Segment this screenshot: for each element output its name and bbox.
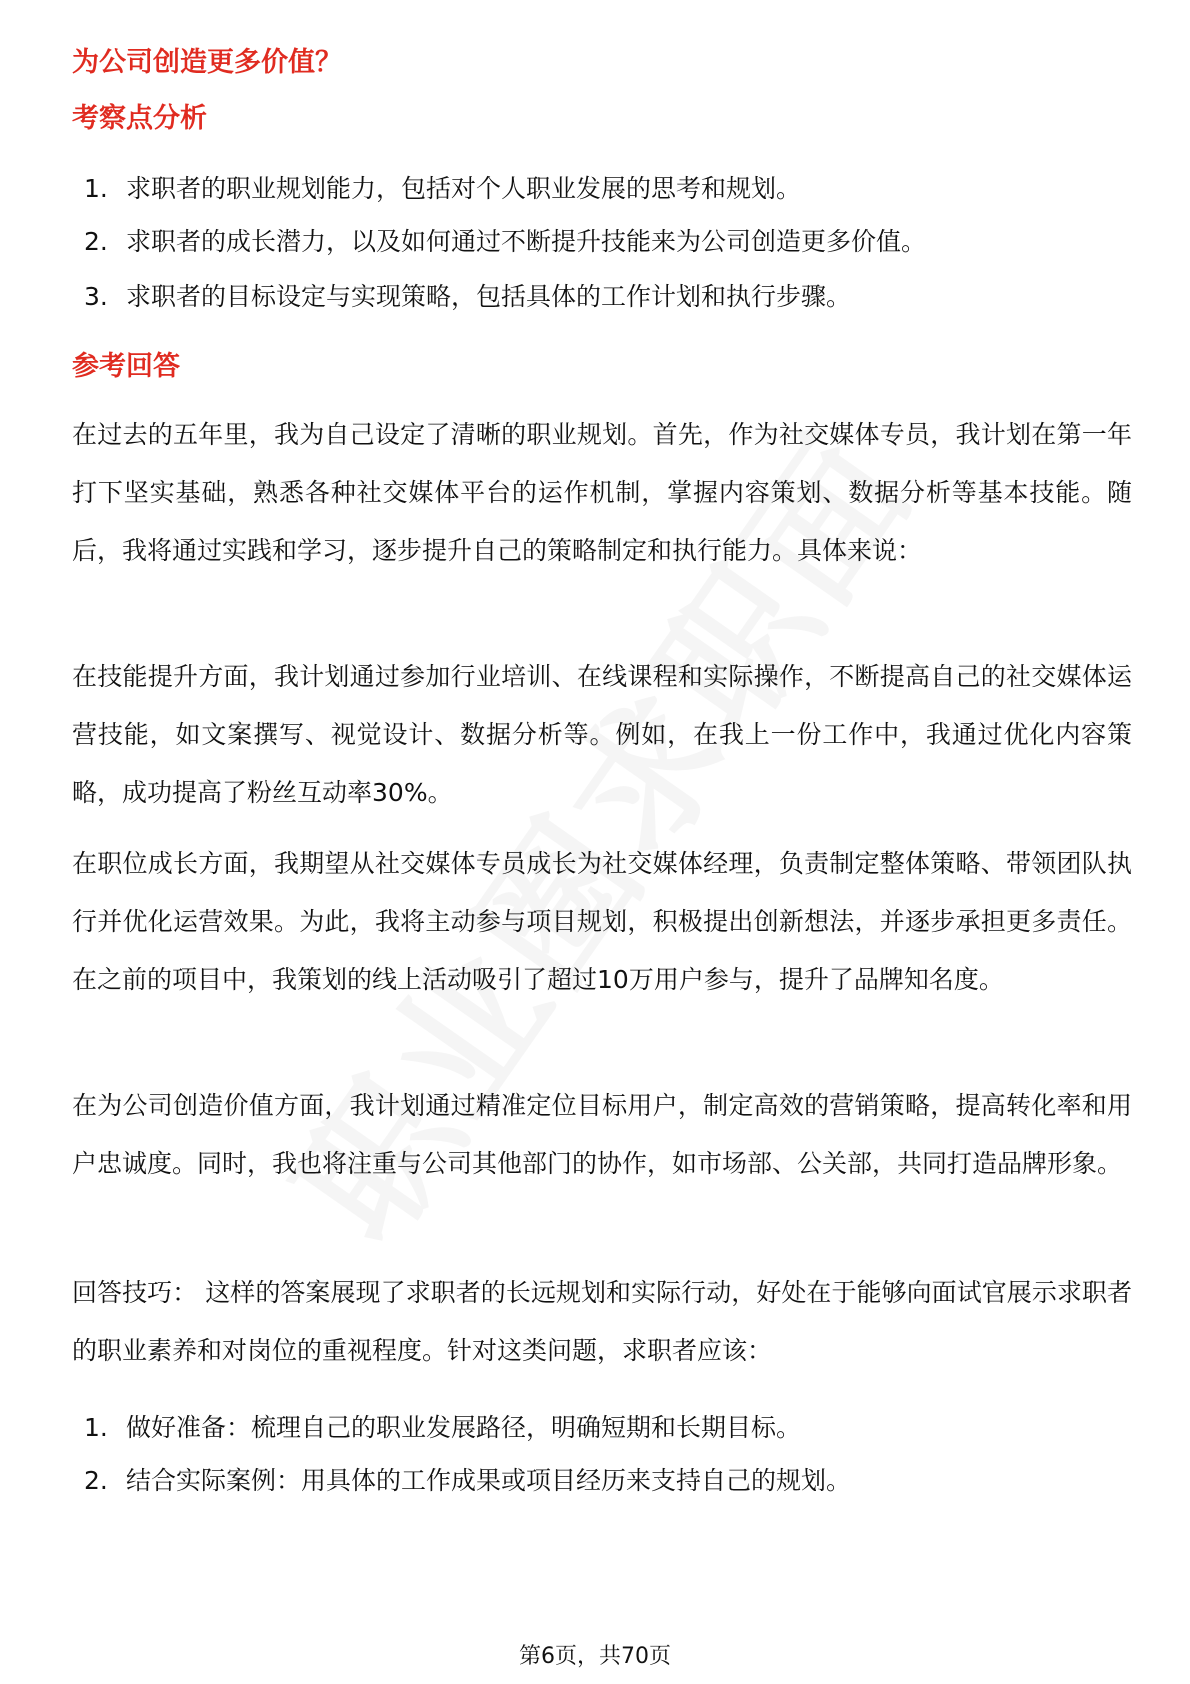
list-item-text: 求职者的成长潜力，以及如何通过不断提升技能来为公司创造更多价值。 <box>126 227 927 256</box>
heading-continuation: 为公司创造更多价值？ <box>72 47 342 78</box>
list-number: 2. <box>84 1466 108 1495</box>
tips-list-item <box>84 1464 1124 1498</box>
list-number: 2. <box>84 227 108 256</box>
list-number: 1. <box>84 1413 108 1442</box>
page-number-footer: 第6页，共70页 <box>519 1644 671 1669</box>
list-number: 3. <box>84 282 108 311</box>
analysis-list-item <box>84 225 1124 259</box>
section-title-analysis: 考察点分析 <box>72 103 207 134</box>
list-item-text: 求职者的职业规划能力，包括对个人职业发展的思考和规划。 <box>126 174 802 203</box>
analysis-list-item <box>84 280 1124 314</box>
answer-paragraph: 在为公司创造价值方面，我计划通过精准定位目标用户，制定高效的营销策略，提高转化率和用户忠诚度。同时，我也将注重与公司其他部门的协作，如市场部、公关部，共同打造品牌形象。 <box>72 1091 1132 1178</box>
answer-paragraph: 在职位成长方面，我期望从社交媒体专员成长为社交媒体经理，负责制定整体策略、带领团队执行并优化运营效果。为此，我将主动参与项目规划，积极提出创新想法，并逐步承担更多责任。在之前的项目中，我策划的线上活动吸引了超过10万用户参与，提升了品牌知名度。 <box>72 849 1132 994</box>
list-number: 1. <box>84 174 108 203</box>
answer-tips-intro: 回答技巧： 这样的答案展现了求职者的长远规划和实际行动，好处在于能够向面试官展示求职者的职业素养和对岗位的重视程度。针对这类问题，求职者应该： <box>72 1278 1132 1365</box>
list-item-text: 求职者的目标设定与实现策略，包括具体的工作计划和执行步骤。 <box>126 282 852 311</box>
tips-list-item <box>84 1411 1124 1445</box>
section-title-answer: 参考回答 <box>72 351 180 382</box>
answer-paragraph: 在过去的五年里，我为自己设定了清晰的职业规划。首先，作为社交媒体专员，我计划在第一年打下坚实基础，熟悉各种社交媒体平台的运作机制，掌握内容策划、数据分析等基本技能。随后，我将通过实践和学习，逐步提升自己的策略制定和执行能力。具体来说： <box>72 420 1132 565</box>
analysis-list-item <box>84 172 1124 206</box>
list-item-text: 结合实际案例：用具体的工作成果或项目经历来支持自己的规划。 <box>126 1466 852 1495</box>
answer-paragraph: 在技能提升方面，我计划通过参加行业培训、在线课程和实际操作，不断提高自己的社交媒体运营技能，如文案撰写、视觉设计、数据分析等。例如，在我上一份工作中，我通过优化内容策略，成功提高了粉丝互动率30%。 <box>72 662 1132 807</box>
list-item-text: 做好准备：梳理自己的职业发展路径，明确短期和长期目标。 <box>126 1413 802 1442</box>
